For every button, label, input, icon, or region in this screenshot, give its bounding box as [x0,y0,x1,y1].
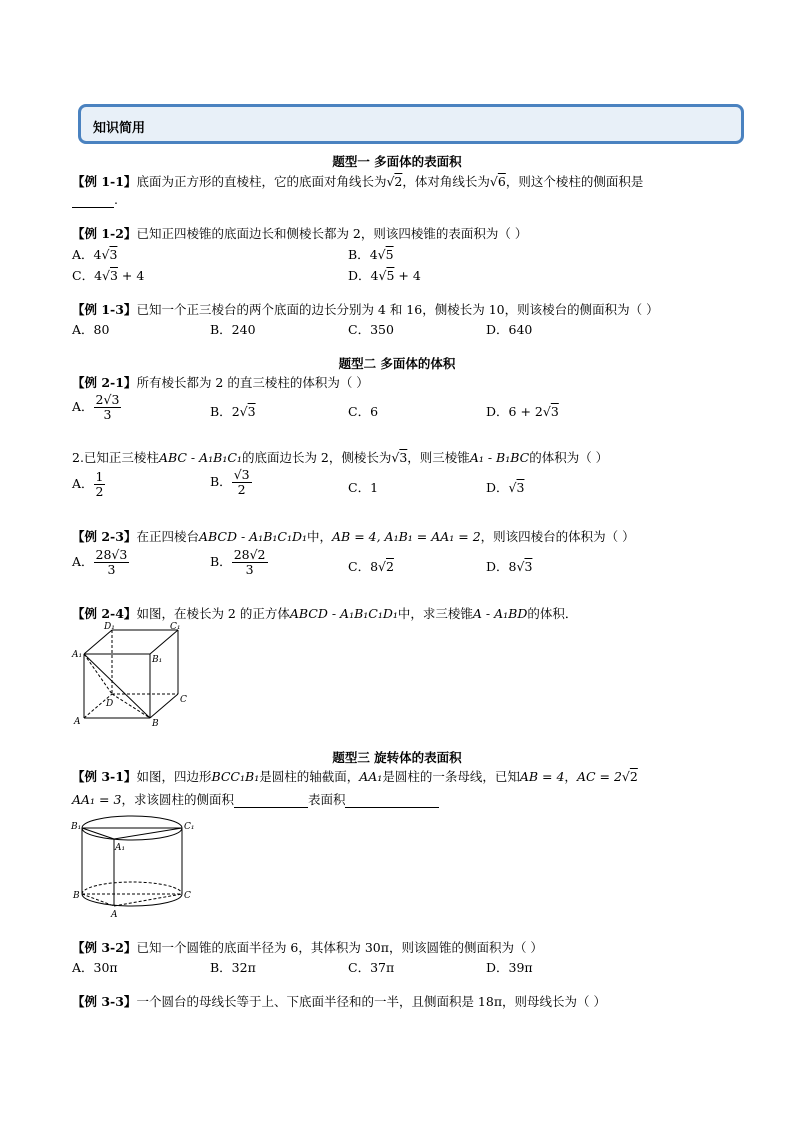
option-c: C．1 [348,480,379,495]
question-text: 已知一个圆锥的底面半径为 6，其体积为 30π，则该圆锥的侧面积为（ ） [136,940,543,955]
option-c: C．6 [348,404,379,419]
option-d: D．39π [486,960,533,975]
section-title-1: 题型一 多面体的表面积 [332,154,462,169]
math-expr: BCC₁B₁ [211,769,260,784]
numerator: 2√3 [95,392,120,407]
radicand: 3 [550,404,559,419]
question-text: ，体对角线长为 [402,174,490,189]
label-c: C [180,695,187,705]
question-tag: 【例 1-2】 [72,226,137,241]
answer-blank [72,192,114,208]
radicand: 5 [386,268,395,283]
label-c: C [184,891,191,901]
math-expr: ABCD - A₁B₁C₁D₁ [198,529,307,544]
question-1-2 [72,224,527,242]
answer-blank-line [72,192,118,208]
numerator: 1 [95,469,104,484]
math-expr: ABC - A₁B₁C₁ [158,450,242,465]
question-1-1: 【例 1-1】底面为正方形的直棱柱，它的底面对角线长为√2，体对角线长为√6，则这个棱柱的侧面积是 [72,174,644,189]
math-expr: A₁ - B₁BC [469,450,530,465]
fraction [232,548,268,577]
option-a [72,393,121,422]
option-d: D．4√5 + 4 [348,268,421,283]
coef: 4 [93,247,102,262]
question-text: 一个圆台的母线长等于上、下底面半径和的一半，且侧面积是 18π，则母线长为（ ） [136,994,607,1009]
question-text: ， [564,769,577,784]
section-title-2: 题型二 多面体的体积 [338,356,456,371]
question-2-1 [72,373,369,391]
option-b [210,468,252,497]
option-label: B． [210,473,232,489]
coef: 8 [370,559,379,574]
question-text: ，则这个棱柱的侧面积是 [505,174,644,189]
option-b: B．4√5 [348,247,394,262]
option-d: D．640 [486,322,533,337]
label-c1: C₁ [170,622,181,632]
fraction [94,470,106,499]
math-expr: AB = 4 [519,769,565,784]
question-tag: 【例 2-4】 [72,606,137,621]
question-text: 在正四棱台 [136,529,199,544]
option-c: C．350 [348,322,394,337]
question-3-1: 【例 3-1】如图，四边形BCC₁B₁是圆柱的轴截面，AA₁是圆柱的一条母线，已知AB = 4，AC = 2√2 [72,769,638,784]
label-a: A [74,717,81,727]
denominator: 2 [237,481,246,497]
coef: 6 + 2 [508,404,543,419]
option-a: A．4√3 [72,247,118,262]
option-label: C． [348,559,371,574]
math-expr: AA₁ = 3 [72,792,122,807]
label-b1: B₁ [71,822,82,832]
coef: 4 [369,247,378,262]
question-2-2: 2.已知正三棱柱ABC - A₁B₁C₁的底面边长为 2，侧棱长为√3，则三棱锥A₁ - B₁BC的体积为（ ） [72,450,609,465]
question-3-3 [72,992,606,1010]
banner-title: 知识简用 [93,121,146,136]
option-d: D．6 + 2√3 [486,404,559,419]
denominator: 3 [103,406,112,422]
section-title-3: 题型三 旋转体的表面积 [332,750,462,765]
option-label: D． [348,268,371,283]
answer-blank [234,792,308,808]
option-label: A． [72,247,94,262]
question-tag: 【例 1-1】 [72,174,137,189]
option-c: C．8√2 [348,559,394,574]
radicand: 3 [109,247,118,262]
cylinder-figure [70,812,200,920]
option-label: A． [72,398,94,414]
option-label: B． [210,553,232,569]
label-c1: C₁ [184,822,195,832]
question-text: 中， [307,529,333,544]
option-label: A． [72,553,94,569]
label-a1: A₁ [115,843,126,853]
option-label: D． [486,404,509,419]
fraction [94,393,122,422]
option-label: C． [72,268,95,283]
label-a1: A₁ [72,650,83,660]
fraction [232,468,252,497]
option-c: C．4√3 + 4 [72,268,145,283]
period: . [114,192,118,207]
question-tag: 【例 2-1】 [72,375,137,390]
option-b [210,548,268,577]
question-text: ，则三棱锥 [407,450,470,465]
question-3-2 [72,938,543,956]
question-3-1-line2 [72,790,439,808]
question-text: 中，求三棱锥 [397,606,473,621]
question-tag: 【例 1-3】 [72,302,137,317]
numerator: 28√3 [95,547,128,562]
option-a [72,548,129,577]
radicand: 2 [386,559,394,574]
question-text: 是圆柱的一条母线，已知 [382,769,520,784]
option-b: B．2√3 [210,404,256,419]
radicand: 2 [394,174,403,189]
denominator: 3 [107,561,116,577]
option-a: A．80 [72,322,110,337]
option-label: B． [348,247,370,262]
question-2-3 [72,527,635,545]
question-text: 如图，在棱长为 2 的正方体 [136,606,290,621]
label-a: A [111,910,118,920]
question-tag: 【例 3-1】 [72,769,137,784]
option-b: B．32π [210,960,256,975]
cube-figure [70,620,190,730]
question-text: 的体积． [527,606,578,621]
question-1-3 [72,300,659,318]
question-tag: 【例 3-2】 [72,940,137,955]
answer-blank [345,792,439,808]
option-d: D．8√3 [486,559,533,574]
label-d1: D₁ [104,622,115,632]
coef: 2 [231,404,240,419]
question-text: 的底面边长为 2，侧棱长为 [241,450,392,465]
math-expr: AB = 4, A₁B₁ = AA₁ = 2 [332,529,481,544]
question-text: ，则该四棱台的体积为（ ） [480,529,635,544]
question-text: 已知一个正三棱台的两个底面的边长分别为 4 和 16，侧棱长为 10，则该棱台的侧面积为（ ） [136,302,659,317]
fraction [94,548,130,577]
math-expr: AC = 2 [576,769,622,784]
option-c: C．37π [348,960,395,975]
radicand: 3 [516,480,525,495]
question-text: 所有棱长都为 2 的直三棱柱的体积为（ ） [136,375,369,390]
option-a [72,470,105,499]
radicand: 6 [497,174,506,189]
math-expr: AA₁ [359,769,383,784]
math-expr: A - A₁BD [472,606,528,621]
question-text: 表面积 [307,792,346,807]
section-banner [78,104,744,144]
option-b: B．240 [210,322,256,337]
question-text: 已知正四棱锥的底面边长和侧棱长都为 2，则该四棱锥的表面积为（ ） [136,226,528,241]
radicand: 3 [399,450,408,465]
option-label: D． [486,480,509,495]
question-text: ，求该圆柱的侧面积 [121,792,234,807]
radicand: 3 [524,559,533,574]
radicand: 3 [110,268,118,283]
question-tag: 【例 3-3】 [72,994,137,1009]
numerator: 28√2 [233,547,266,562]
label-d: D [106,699,114,709]
math-expr: ABCD - A₁B₁C₁D₁ [289,606,398,621]
radicand: 3 [247,404,256,419]
label-b1: B₁ [152,655,163,665]
coef: 4 [94,268,103,283]
denominator: 3 [245,561,254,577]
label-b: B [73,891,80,901]
question-tag: 【例 2-3】 [72,529,137,544]
coef: 8 [508,559,517,574]
question-text: 2.已知正三棱柱 [72,450,159,465]
coef: 4 [370,268,379,283]
denominator: 2 [95,483,104,499]
question-text: 是圆柱的轴截面， [259,769,360,784]
option-label: B． [210,404,232,419]
question-text: 底面为正方形的直棱柱，它的底面对角线长为 [136,174,387,189]
label-b: B [152,719,159,729]
option-label: A． [72,475,94,491]
option-label: D． [486,559,509,574]
option-d: D．√3 [486,480,525,495]
radicand: 5 [385,247,394,262]
option-a: A．30π [72,960,118,975]
tail: + 4 [117,268,145,283]
tail: + 4 [394,268,421,283]
numerator: √3 [233,467,250,482]
radicand: 2 [629,769,638,784]
question-text: 如图，四边形 [136,769,212,784]
question-text: 的体积为（ ） [529,450,609,465]
